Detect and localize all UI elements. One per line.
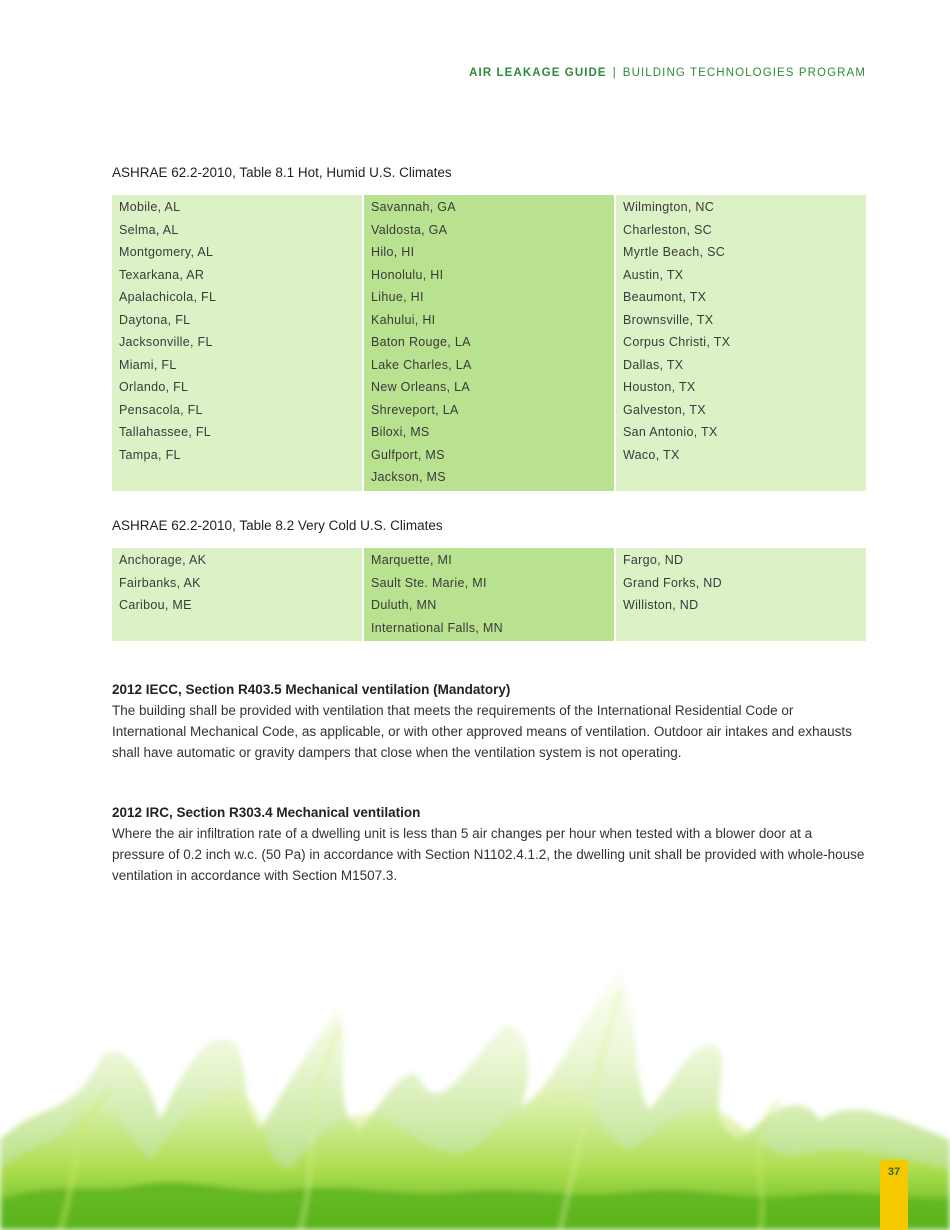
header-guide-title: AIR LEAKAGE GUIDE (469, 67, 607, 79)
city-cell: Savannah, GA (371, 200, 456, 214)
city-cell: Brownsville, TX (623, 312, 714, 327)
city-cell: Selma, AL (119, 222, 179, 237)
city-cell: Galveston, TX (623, 402, 706, 417)
city-cell: Miami, FL (119, 357, 177, 372)
irc-section (112, 802, 866, 886)
city-cell: Apalachicola, FL (119, 290, 217, 304)
city-cell: Dallas, TX (623, 357, 684, 372)
irc-section-heading: 2012 IRC, Section R303.4 Mechanical ventilation (112, 805, 421, 820)
table2-column-1 (112, 548, 362, 641)
very-cold-climates-table (112, 548, 866, 641)
city-cell: Myrtle Beach, SC (623, 245, 726, 259)
city-cell: Daytona, FL (119, 312, 191, 327)
city-cell: Tampa, FL (119, 447, 181, 462)
city-cell: Orlando, FL (119, 380, 189, 394)
city-cell: Honolulu, HI (371, 267, 444, 282)
iecc-section (112, 679, 866, 763)
table2-column-2 (364, 548, 614, 641)
table1-column-1 (112, 195, 362, 491)
city-cell: Corpus Christi, TX (623, 335, 731, 349)
running-header (469, 67, 866, 79)
city-cell: Shreveport, LA (371, 402, 459, 417)
header-program-title: BUILDING TECHNOLOGIES PROGRAM (622, 67, 866, 79)
city-cell: Baton Rouge, LA (371, 335, 471, 349)
city-cell: Kahului, HI (371, 312, 436, 327)
city-cell: Valdosta, GA (371, 222, 448, 237)
city-cell: Waco, TX (623, 447, 680, 462)
city-cell: International Falls, MN (371, 620, 503, 635)
city-cell: Jackson, MS (371, 470, 446, 484)
irc-section-body: Where the air infiltration rate of a dwelling unit is less than 5 air changes per hour when tested with a blower door at a pressure of 0.2 inch w.c. (50 Pa) in accordance with Section N1102.4.1.2, the dwelling unit shall be provided with whole-house ventilation in accordance with Section M1507.3. (112, 826, 865, 883)
page-number-tab (880, 1160, 908, 1230)
city-cell: New Orleans, LA (371, 380, 470, 394)
city-cell: San Antonio, TX (623, 425, 718, 439)
table2-title: ASHRAE 62.2-2010, Table 8.2 Very Cold U.S. Climates (112, 518, 443, 533)
iecc-section-heading: 2012 IECC, Section R403.5 Mechanical ventilation (Mandatory) (112, 682, 511, 697)
city-cell: Biloxi, MS (371, 425, 430, 439)
city-cell: Montgomery, AL (119, 245, 214, 259)
iecc-section-body: The building shall be provided with ventilation that meets the requirements of the International Residential Code or International Mechanical Code, as applicable, or with other approved means of ventilation. Outdoor air intakes and exhausts shall have automatic or gravity dampers that close when the ventilation system is not operating. (112, 703, 852, 760)
city-cell: Houston, TX (623, 380, 696, 394)
table2-column-3 (616, 548, 866, 641)
table1-column-3 (616, 195, 866, 491)
city-cell: Lihue, HI (371, 290, 424, 304)
city-cell: Mobile, AL (119, 200, 181, 214)
city-cell: Hilo, HI (371, 245, 415, 259)
city-cell: Gulfport, MS (371, 447, 445, 462)
city-cell: Caribou, ME (119, 598, 192, 612)
city-cell: Sault Ste. Marie, MI (371, 575, 487, 590)
city-cell: Fairbanks, AK (119, 575, 201, 590)
city-cell: Texarkana, AR (119, 267, 205, 282)
hot-humid-climates-table (112, 195, 866, 491)
green-smoke-decoration (0, 970, 950, 1230)
city-cell: Lake Charles, LA (371, 357, 472, 372)
city-cell: Jacksonville, FL (119, 335, 213, 349)
city-cell: Anchorage, AK (119, 553, 207, 567)
table1-title: ASHRAE 62.2-2010, Table 8.1 Hot, Humid U.S. Climates (112, 165, 452, 180)
table1-column-2 (364, 195, 614, 491)
header-separator: | (612, 67, 617, 79)
city-cell: Austin, TX (623, 267, 684, 282)
page-number: 37 (887, 1166, 901, 1178)
city-cell: Beaumont, TX (623, 290, 707, 304)
city-cell: Marquette, MI (371, 553, 453, 567)
city-cell: Charleston, SC (623, 222, 712, 237)
city-cell: Fargo, ND (623, 553, 684, 567)
city-cell: Duluth, MN (371, 598, 437, 612)
city-cell: Williston, ND (623, 598, 699, 612)
city-cell: Pensacola, FL (119, 402, 203, 417)
city-cell: Tallahassee, FL (119, 425, 212, 439)
city-cell: Grand Forks, ND (623, 575, 722, 590)
city-cell: Wilmington, NC (623, 200, 715, 214)
